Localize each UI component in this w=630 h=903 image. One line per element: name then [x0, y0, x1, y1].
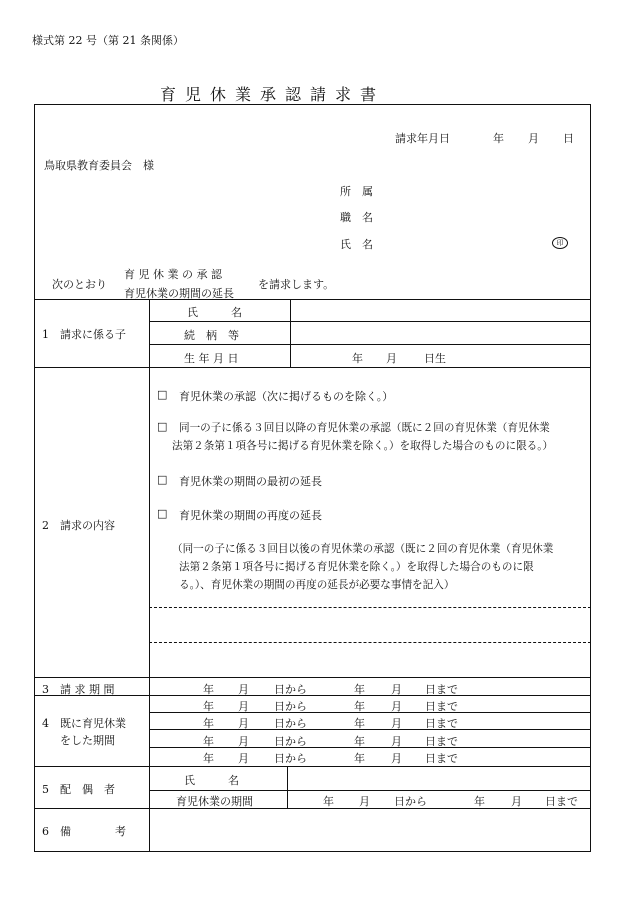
section4-label-line2: をした期間: [60, 734, 115, 747]
s4-r4-from-year: 年: [203, 752, 214, 765]
s4-r1-from-year: 年: [203, 700, 214, 713]
reason-dashed-line-2: [149, 642, 591, 643]
note-line1: （同一の子に係る３回目以後の育児休業の承認（既に２回の育児休業（育児休業: [172, 543, 554, 555]
section4-row-line-2: [149, 729, 591, 730]
seal-mark: 印: [552, 237, 568, 249]
section5-label: 5 配 偶 者: [42, 783, 115, 796]
s4-r1-to-day: 日まで: [425, 700, 458, 713]
s3-from-day: 日から: [274, 683, 307, 696]
section2-label: 2 請求の内容: [42, 519, 115, 532]
s4-r2-to-year: 年: [354, 717, 365, 730]
reason-dashed-line-1: [149, 607, 591, 608]
checkbox-item3[interactable]: □: [157, 473, 168, 486]
section6-top-line: [34, 808, 591, 809]
section1-label: 1 請求に係る子: [42, 328, 126, 341]
section4-label-line1: 4 既に育児休業: [42, 717, 126, 730]
s4-r1-from-month: 月: [238, 700, 249, 713]
s3-from-month: 月: [238, 683, 249, 696]
section3-label: 3 請 求 期 間: [42, 683, 115, 696]
s4-r2-to-month: 月: [391, 717, 402, 730]
s4-r3-from-year: 年: [203, 735, 214, 748]
section2-top-line: [34, 367, 591, 368]
request-date-label: 請求年月日: [395, 132, 450, 145]
s3-from-year: 年: [203, 683, 214, 696]
s4-r2-from-month: 月: [238, 717, 249, 730]
affiliation-label: 所 属: [340, 185, 373, 198]
section5-top-line: [34, 766, 591, 767]
section1-row-line-1: [149, 321, 591, 322]
item3-text: 育児休業の期間の最初の延長: [179, 475, 322, 488]
request-option-approval: 育 児 休 業 の 承 認: [124, 268, 222, 281]
s5-from-month: 月: [359, 795, 370, 808]
s4-r4-from-day: 日から: [274, 752, 307, 765]
checkbox-item1[interactable]: □: [157, 388, 168, 401]
request-suffix: を請求します。: [258, 278, 335, 291]
section6-label: 6 備 考: [42, 825, 126, 838]
section5-column-divider: [287, 766, 288, 808]
section1-top-line: [34, 299, 591, 300]
birth-day-label: 日生: [424, 352, 446, 365]
s3-to-year: 年: [354, 683, 365, 696]
page-title: 育児休業承認請求書: [160, 85, 386, 104]
note-line2: 法第２条第１項各号に掲げる育児休業を除く。）を取得した場合のものに限: [179, 561, 534, 573]
s5-from-day: 日から: [394, 795, 427, 808]
birth-month-label: 月: [386, 352, 397, 365]
s4-r4-from-month: 月: [238, 752, 249, 765]
section3-top-line: [34, 677, 591, 678]
s4-r2-from-year: 年: [203, 717, 214, 730]
s4-r2-to-day: 日まで: [425, 717, 458, 730]
request-option-extension: 育児休業の期間の延長: [124, 287, 234, 300]
checkbox-item2[interactable]: □: [157, 420, 168, 433]
form-number: 様式第 22 号（第 21 条関係）: [32, 34, 184, 47]
item4-text: 育児休業の期間の再度の延長: [179, 509, 322, 522]
s4-r3-to-year: 年: [354, 735, 365, 748]
applicant-name-label: 氏 名: [340, 238, 373, 251]
item2-text-line1: 同一の子に係る３回目以降の育児休業の承認（既に２回の育児休業（育児休業: [179, 422, 550, 434]
request-year-label: 年: [493, 132, 504, 145]
s4-r3-from-month: 月: [238, 735, 249, 748]
section1-row-line-2: [149, 344, 591, 345]
request-day-label: 日: [563, 132, 574, 145]
s4-r4-to-month: 月: [391, 752, 402, 765]
s5-to-year: 年: [474, 795, 485, 808]
s3-to-day: 日まで: [425, 683, 458, 696]
section4-top-line: [34, 695, 591, 696]
child-name-label: 氏 名: [187, 306, 242, 319]
section4-row-line-1: [149, 712, 591, 713]
s4-r3-to-day: 日まで: [425, 735, 458, 748]
s4-r3-from-day: 日から: [274, 735, 307, 748]
child-relation-label: 続 柄 等: [184, 329, 239, 342]
section5-row-line: [149, 790, 591, 791]
addressee: 鳥取県教育委員会 様: [44, 159, 154, 172]
birth-year-label: 年: [352, 352, 363, 365]
spouse-name-label: 氏 名: [184, 774, 239, 787]
checkbox-item4[interactable]: □: [157, 507, 168, 520]
request-month-label: 月: [528, 132, 539, 145]
section4-row-line-3: [149, 747, 591, 748]
section1-column-divider: [290, 299, 291, 367]
position-label: 職 名: [340, 211, 373, 224]
child-birthdate-label: 生 年 月 日: [184, 352, 239, 365]
s5-to-month: 月: [511, 795, 522, 808]
s5-to-day: 日まで: [545, 795, 578, 808]
s4-r1-from-day: 日から: [274, 700, 307, 713]
s4-r2-from-day: 日から: [274, 717, 307, 730]
s4-r3-to-month: 月: [391, 735, 402, 748]
note-line3: る。）、育児休業の期間の再度の延長が必要な事情を記入）: [179, 579, 455, 591]
label-column-divider: [149, 299, 150, 852]
item2-text-line2: 法第２条第１項各号に掲げる育児休業を除く。）を取得した場合のものに限る。）: [172, 440, 554, 452]
s4-r1-to-month: 月: [391, 700, 402, 713]
s5-from-year: 年: [323, 795, 334, 808]
spouse-leave-period-label: 育児休業の期間: [176, 795, 253, 808]
s3-to-month: 月: [391, 683, 402, 696]
item1-text: 育児休業の承認（次に掲げるものを除く。）: [179, 390, 394, 403]
s4-r1-to-year: 年: [354, 700, 365, 713]
request-prefix: 次のとおり: [52, 278, 107, 291]
s4-r4-to-day: 日まで: [425, 752, 458, 765]
s4-r4-to-year: 年: [354, 752, 365, 765]
